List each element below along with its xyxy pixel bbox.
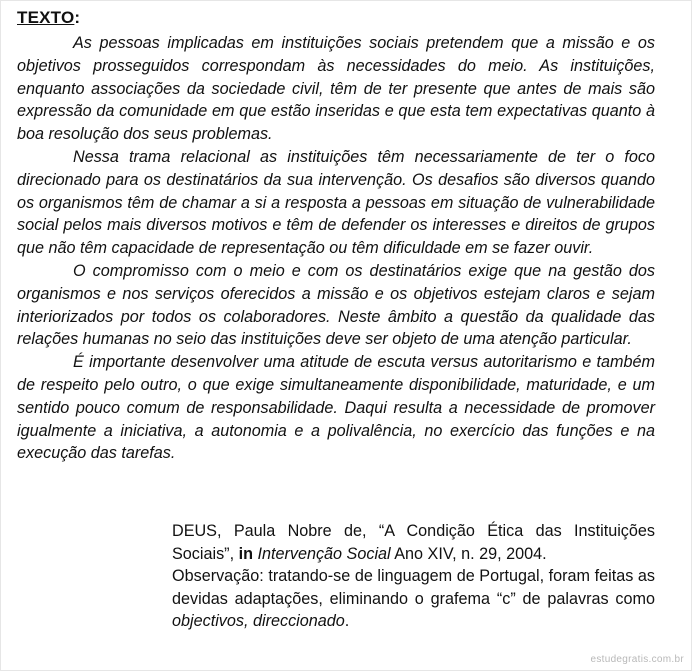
paragraph-3: O compromisso com o meio e com os destinatários exige que na gestão dos organismos e nos serviços oferecidos a missão e os objetivos estejam claros e sejam interiorizados por todos os colaboradores. Neste âmbito a questão da qualidade das relações humanas no seio das instituições deve ser objeto de uma atenção particular. [17, 261, 655, 349]
note [172, 565, 655, 633]
heading-colon: : [74, 8, 81, 27]
heading-label: TEXTO [17, 8, 75, 27]
note-end: . [344, 612, 350, 631]
reference-block [172, 520, 655, 633]
note-words: objectivos, direccionado [172, 612, 345, 631]
paragraph-2: Nessa trama relacional as instituições têm necessariamente de ter o foco direcionado para os destinatários da sua intervenção. Os desafios são diversos quando os organismos têm de chamar a si a resposta a pessoas em situação de vulnerabilidade social pelos mais diversos motivos e têm de defender os interesses e direitos de grupos que não têm capacidade de representação ou têm dificuldade em se fazer ouvir. [17, 147, 655, 258]
text-heading [17, 8, 80, 28]
citation-details: Ano XIV, n. 29, 2004. [390, 544, 547, 563]
citation-journal: Intervenção Social [257, 544, 391, 563]
citation-author: DEUS, Paula Nobre de, “A Condição Ética das Instituições Sociais”, [172, 522, 655, 563]
citation [172, 520, 655, 565]
watermark: estudegratis.com.br [590, 654, 684, 665]
citation-in: in [238, 544, 253, 563]
main-text [17, 32, 655, 465]
paragraph-1: As pessoas implicadas em instituições sociais pretendem que a missão e os objetivos prosseguidos correspondam às necessidades do meio. As instituições, enquanto associações da sociedade civil, têm de ter presente que antes de mais são expressão da comunidade em que estão inseridas e que esta tem expectativas quanto à boa resolução dos seus problemas. [17, 34, 655, 144]
note-start: Observação: tratando-se de linguagem de Portugal, foram feitas as devidas adaptações, eliminando o grafema “c” de palavras como [172, 567, 655, 608]
paragraph-4: É importante desenvolver uma atitude de escuta versus autoritarismo e também de respeito pelo outro, o que exige simultaneamente disponibilidade, maturidade, e um sentido pouco comum de responsabilidade. Daqui resulta a necessidade de promover igualmente a iniciativa, a autonomia e a polivalência, no exercício das funções e na execução das tarefas. [17, 353, 655, 463]
